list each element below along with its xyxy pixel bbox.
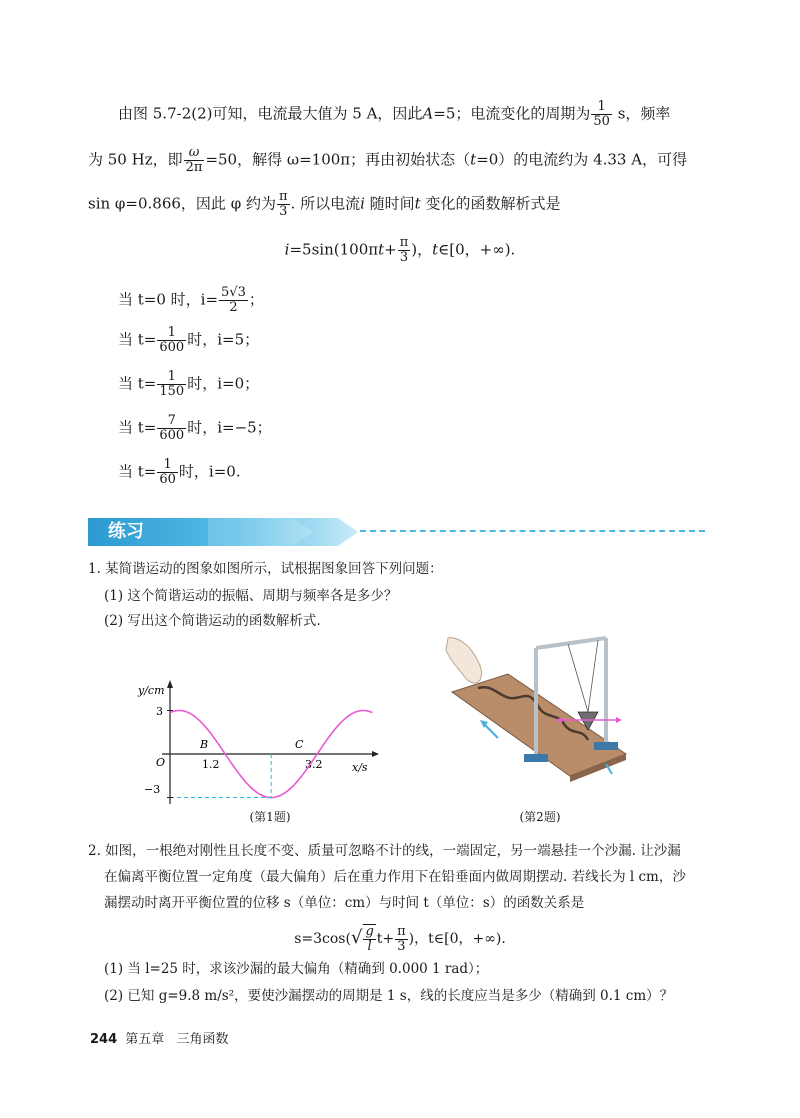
fraction: [157, 458, 178, 487]
text-span: s，频率: [612, 104, 671, 123]
fraction: [277, 190, 290, 219]
fraction: [184, 146, 205, 175]
text-span: 时，i=−5；: [187, 418, 272, 437]
ytick-neg-label: −3: [144, 783, 161, 796]
frac-num: 5√3: [221, 285, 246, 300]
fraction: [157, 414, 186, 443]
frac-num: 7: [167, 413, 176, 428]
point-b-label: B: [200, 738, 209, 751]
chapter-label: 第五章: [125, 1032, 165, 1047]
frac-num: 1: [167, 325, 176, 340]
frac-den: 2π: [185, 160, 203, 175]
sqrt-sign: √: [350, 927, 363, 948]
case-row: [118, 370, 259, 399]
text-span: =5sin(100π: [289, 240, 379, 259]
text-span: 时，i=5；: [187, 330, 260, 349]
frac-num: ω: [188, 145, 200, 160]
frac-num: 1: [163, 457, 172, 472]
text-span: ∈[0，+∞).: [438, 240, 516, 259]
q2-line-2: 在偏离平衡位置一定角度（最大偏角）后在重力作用下在铅垂面内做周期摆动. 若线长为 l cm，沙: [104, 869, 686, 885]
frac-den: 3: [398, 250, 411, 265]
text-span: =5；电流变化的周期为: [433, 104, 591, 123]
text-span: 变化的函数解析式是: [420, 194, 561, 213]
frac-den: 60: [159, 472, 176, 487]
text-span: t: [432, 240, 439, 259]
fraction: [157, 370, 186, 399]
frac-num: π: [397, 923, 406, 939]
text-span: i: [284, 240, 290, 259]
q2-part1: (1) 当 l=25 时，求该沙漏的最大偏角（精确到 0.000 1 rad）；: [104, 961, 489, 977]
text-span: )，: [411, 240, 433, 259]
text-span: t: [470, 150, 477, 169]
page-footer: [90, 1028, 228, 1047]
fraction: [219, 286, 248, 315]
text-span: i: [360, 194, 365, 213]
text-span: sin φ=0.866，因此 φ 约为: [88, 194, 276, 213]
text-span: A: [422, 104, 434, 123]
frac-num: π: [399, 235, 409, 250]
x-axis-arrow: [372, 751, 379, 757]
figure1-caption: (第1题): [249, 810, 291, 824]
sine-graph: [130, 676, 380, 806]
q1-stem: 1. 某简谐运动的图象如图所示，试根据图象回答下列问题：: [88, 561, 443, 577]
frac-num: 1: [167, 369, 176, 384]
y-axis-label: y/cm: [138, 684, 165, 697]
section-divider: [360, 530, 705, 532]
x-axis-label: x/s: [352, 761, 368, 774]
text-span: t: [414, 194, 421, 213]
q2-line-3: 漏摆动时离开平衡位置的位移 s（单位：cm）与时间 t（单位：s）的函数关系是: [104, 895, 585, 911]
frac-den: 150: [159, 384, 185, 399]
text-span: 当 t=0 时，i=: [118, 290, 219, 309]
text-span: . 所以电流: [290, 194, 361, 213]
fraction: [363, 924, 375, 954]
text-span: s=3cos(: [294, 931, 351, 947]
y-axis-arrow: [167, 680, 173, 688]
text-span: +: [384, 240, 397, 259]
xtick-label-1: 1.2: [202, 758, 220, 771]
fraction: [395, 925, 408, 954]
text-span: t: [378, 240, 385, 259]
frac-den: 3: [395, 939, 408, 954]
hand-illustration: [446, 638, 482, 683]
frac-den: l: [363, 939, 375, 954]
frac-den: 3: [277, 204, 290, 219]
text-span: 为 50 Hz，即: [88, 150, 183, 169]
para-line-1: [118, 100, 670, 129]
para-line-2: [88, 146, 687, 175]
origin-label: O: [156, 756, 166, 769]
frac-den: 2: [219, 300, 248, 315]
fraction: [591, 100, 612, 129]
case-row: [118, 286, 264, 315]
text-span: )，t∈[0，+∞).: [408, 931, 506, 947]
formula-current: [0, 236, 800, 265]
figure2-caption: (第2题): [519, 810, 561, 824]
text-span: 随时间: [364, 194, 415, 213]
xtick-label-2: 3.2: [305, 758, 323, 771]
text-span: 时，i=0；: [187, 374, 260, 393]
point-c-label: C: [295, 738, 304, 751]
text-span: 时，i=0.: [178, 462, 241, 481]
chapter-title: 三角函数: [176, 1032, 229, 1047]
fraction: [398, 236, 411, 265]
frac-den: 600: [159, 340, 185, 355]
ytick-pos-label: 3: [156, 705, 163, 718]
case-row: [118, 414, 272, 443]
frac-num: 1: [597, 99, 606, 114]
q2-line-1: 2. 如图，一根绝对刚性且长度不变、质量可忽略不计的线，一端固定，另一端悬挂一个沙漏. 让沙漏: [88, 843, 681, 859]
section-title: 练习: [108, 521, 144, 542]
q2-part2: (2) 已知 g=9.8 m/s²，要使沙漏摆动的周期是 1 s，线的长度应当是多少（精确到 0.1 cm）？: [104, 988, 674, 1004]
text-span: 当 t=: [118, 374, 157, 393]
frac-num: π: [278, 189, 288, 204]
formula-pendulum: [0, 924, 800, 954]
frac-num: g: [365, 924, 374, 939]
q1-part1: (1) 这个简谐运动的振幅、周期与频率各是多少？: [104, 588, 398, 604]
text-span: 当 t=: [118, 418, 157, 437]
case-row: [118, 326, 259, 355]
frac-den: 600: [159, 428, 185, 443]
graph-axes: [162, 680, 379, 804]
frac-den: 50: [593, 114, 610, 129]
page-number: 244: [90, 1032, 118, 1047]
para-line-3: [88, 190, 560, 219]
fraction: [157, 326, 186, 355]
q1-part2: (2) 写出这个简谐运动的函数解析式.: [104, 613, 321, 629]
text-span: t+: [376, 931, 395, 947]
sand-pendulum-photo: [438, 636, 628, 784]
text-span: 当 t=: [118, 330, 157, 349]
text-span: 当 t=: [118, 462, 157, 481]
text-span: =0）的电流约为 4.33 A，可得: [476, 150, 688, 169]
text-span: 由图 5.7-2(2)可知，电流最大值为 5 A，因此: [118, 104, 423, 123]
case-row: [118, 458, 241, 487]
text-span: =50，解得 ω=100π；再由初始状态（: [205, 150, 471, 169]
text-span: ；: [248, 290, 264, 309]
